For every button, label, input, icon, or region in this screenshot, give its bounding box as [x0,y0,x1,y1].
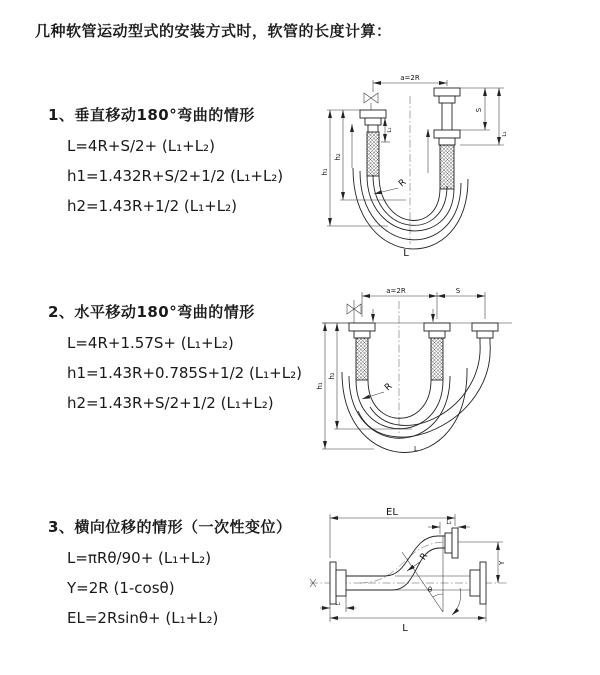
hose-curves [346,536,445,590]
dim-label-h2: h₂ [334,153,342,161]
diagram-vertical-180-bend [318,72,580,262]
dim-label-h2: h₂ [328,372,336,380]
upper-flange-fitting [445,528,458,558]
radius-callout [362,382,394,399]
formula-l: L=4R+1.57S+ (L₁+L₂) [67,334,234,352]
section-3-heading: 3、横向位移的情形（一次性变位） [48,518,292,536]
left-flange-fitting [330,562,346,604]
page-title: 几种软管运动型式的安装方式时，软管的长度计算： [35,22,392,40]
dimension-h1-h2 [321,110,409,226]
dim-label-a2r: a=2R [386,287,406,295]
section-1 [48,104,348,215]
dim-label-a2r: a=2R [400,74,420,82]
valve-icon [347,300,361,323]
braided-hose-section [431,338,443,380]
dim-label-h1: h₁ [321,168,329,176]
left-flange-fitting [360,110,386,176]
dim-label-l1: L₁ [387,127,393,133]
formula-l: L=πRθ/90+ (L₁+L₂) [67,549,212,567]
dim-label-l2: L₂ [502,131,508,137]
formula-l: L=4R+S/2+ (L₁+L₂) [67,137,215,155]
diagram-horizontal-180-bend [312,283,588,455]
radius-label: R [383,381,395,394]
radius-label: R [397,177,409,190]
length-label: L [403,248,409,259]
section-1-heading: 1、垂直移动180°弯曲的情形 [48,106,255,124]
radius-callout [407,551,430,571]
formula-h2: h2=1.43R+S/2+1/2 (L₁+L₂) [67,394,274,412]
formula-h1: h1=1.432R+S/2+1/2 (L₁+L₂) [67,167,284,185]
section-2-heading: 2、水平移动180°弯曲的情形 [48,303,255,321]
dimension-l2 [428,520,470,534]
dimension-a2r-s [362,287,485,319]
dim-label-l: L [402,623,408,634]
braided-hose-section [356,338,368,380]
formula-y: Y=2R (1-cosθ) [67,579,175,597]
right-flange-fitting [472,323,498,343]
dim-label-s: S [475,107,483,113]
middle-flange-fitting [424,323,450,380]
braided-hose-section [367,132,379,176]
dimension-l [330,604,486,634]
valve-icon [364,93,378,110]
dim-label-y: Y [498,560,506,566]
dimension-l1 [381,118,393,142]
dim-label-s: S [455,287,461,295]
dim-label-el: EL [386,507,398,518]
section-2 [48,301,348,412]
diagram-lateral-displacement [300,500,598,645]
radius-label: R [418,551,431,563]
dimension-el [330,507,455,558]
dim-label-h1: h₁ [316,382,324,390]
formula-h1: h1=1.43R+0.785S+1/2 (L₁+L₂) [67,364,302,382]
formula-el: EL=2Rsinθ+ (L₁+L₂) [67,609,219,627]
left-flange-fitting [349,323,375,380]
right-flange-fitting [434,88,460,189]
indicator-arrows [373,309,433,322]
dimension-l1 [320,596,356,612]
formula-h2: h2=1.43R+1/2 (L₁+L₂) [67,197,237,215]
dimension-s-l2 [460,88,508,145]
theta-label: θ [427,586,433,594]
dim-label-l2: L₂ [446,520,452,526]
length-label: L [414,445,418,453]
braided-hose-section [440,145,454,189]
dim-label-l1: L₁ [335,601,341,607]
